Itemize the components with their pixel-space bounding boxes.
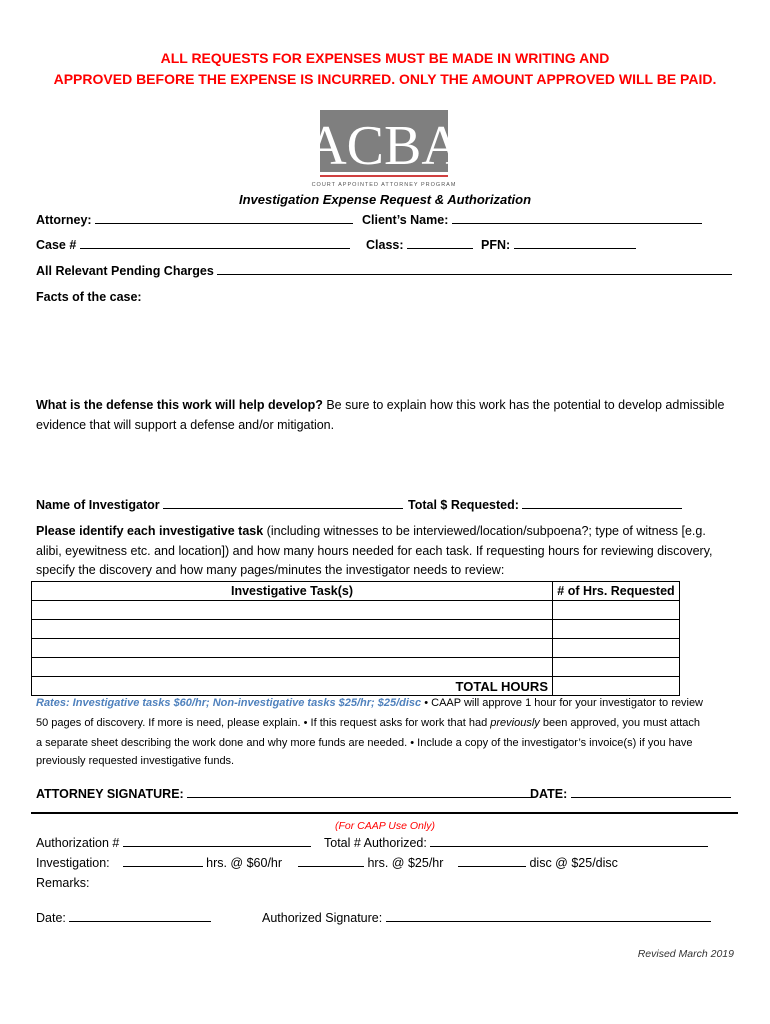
attorney-signature-row [36,786,531,801]
hours-cell[interactable] [553,620,680,639]
case-row [36,237,350,252]
warning-line-1: ALL REQUESTS FOR EXPENSES MUST BE MADE IN WRITING AND [160,50,610,66]
task-cell[interactable] [32,620,553,639]
authorization-field[interactable] [123,835,311,847]
caap-divider [31,812,738,814]
charges-label: All Relevant Pending Charges [36,264,214,278]
facts-label: Facts of the case: [36,290,142,304]
total-authorized-label: Total # Authorized: [324,836,427,850]
client-row [362,212,702,227]
rates-line-2c: been approved, you must attach [539,717,701,729]
identify-bold: Please identify each investigative task [36,524,264,538]
form-title: Investigation Expense Request & Authorization [238,192,532,207]
caap-date-label: Date: [36,911,66,925]
total-hours-row [32,677,680,696]
hours-25-field[interactable] [298,855,364,867]
signature-date-row [530,786,731,801]
header-hours: # of Hrs. Requested [553,582,680,601]
signature-date-label: DATE: [530,787,568,801]
task-cell[interactable] [32,601,553,620]
warning-line-2: APPROVED BEFORE THE EXPENSE IS INCURRED. ONLY THE AMOUNT APPROVED WILL BE PAID. [53,71,717,87]
defense-text-1: Be sure to explain how this work has the potential to develop admissible [322,398,725,412]
rates-previously: previously [490,717,540,729]
investigator-label: Name of Investigator [36,498,160,512]
class-label: Class: [366,238,404,252]
client-name-label: Client’s Name: [362,213,449,227]
total-authorized-field[interactable] [430,835,708,847]
defense-line-1 [36,398,724,412]
attorney-field[interactable] [95,212,353,224]
class-field[interactable] [407,237,473,249]
investigation-row [36,855,282,870]
rates-line-1 [36,697,703,709]
acba-logo [306,110,462,188]
attorney-label: Attorney: [36,213,92,227]
investigation-label: Investigation: [36,856,110,870]
defense-field[interactable] [36,436,736,491]
case-number-field[interactable] [80,237,350,249]
identify-text-1: (including witnesses to be interviewed/location/subpoena?; type of witness [e.g. [263,524,706,538]
remarks-field[interactable] [95,876,735,898]
total-hours-cell[interactable] [553,677,680,696]
identify-text-3: specify the discovery and how many pages/minutes the investigator needs to review: [36,563,505,577]
rate-25-row [298,855,443,870]
investigator-row [36,497,403,512]
rate-25-label: hrs. @ $25/hr [367,856,444,870]
table-row [32,601,680,620]
attorney-signature-label: ATTORNEY SIGNATURE: [36,787,184,801]
rate-disc-row [458,855,618,870]
rate-disc-label: disc @ $25/disc [529,856,618,870]
disc-field[interactable] [458,855,526,867]
investigative-tasks-table [31,581,680,696]
authorized-signature-field[interactable] [386,910,711,922]
case-number-label: Case # [36,238,77,252]
charges-field[interactable] [217,263,732,275]
total-hours-label: TOTAL HOURS [32,677,553,696]
remarks-label: Remarks: [36,876,90,890]
investigator-field[interactable] [163,497,403,509]
rates-line-2a: 50 pages of discovery. If more is need, please explain. • If this request asks for work that had [36,717,491,729]
authorization-row [36,835,311,850]
class-row [366,237,473,252]
hours-cell[interactable] [553,658,680,677]
logo-text: ACBA [306,115,462,177]
authorized-signature-label: Authorized Signature: [262,911,383,925]
authorization-label: Authorization # [36,836,120,850]
charges-row [36,263,732,278]
identify-text-2: alibi, eyewitness etc. and location]) and how many hours needed for each task. If requesting hours for reviewing discovery, [36,544,713,558]
rate-60-label: hrs. @ $60/hr [206,856,283,870]
total-requested-field[interactable] [522,497,682,509]
task-cell[interactable] [32,658,553,677]
table-header-row [32,582,680,601]
logo-subtitle: COURT APPOINTED ATTORNEY PROGRAM [311,182,457,188]
caap-date-row [36,910,211,925]
header-tasks: Investigative Task(s) [32,582,553,601]
pfn-row [481,237,636,252]
hours-60-field[interactable] [123,855,203,867]
rates-line-2 [36,717,700,729]
signature-date-field[interactable] [571,786,731,798]
pfn-field[interactable] [514,237,636,249]
pfn-label: PFN: [481,238,511,252]
client-name-field[interactable] [452,212,702,224]
caap-use-note: (For CAAP Use Only) [335,820,435,832]
hours-cell[interactable] [553,601,680,620]
revised-date: Revised March 2019 [637,948,734,960]
rates-line-4: previously requested investigative funds. [36,755,235,767]
facts-field[interactable] [36,308,736,388]
table-row [32,620,680,639]
table-row [32,639,680,658]
attorney-signature-field[interactable] [187,786,531,798]
rates-line-3: a separate sheet describing the work done and why more funds are needed. • Include a copy of the investigator’s invoice(s) if you have [36,737,693,749]
total-requested-label: Total $ Requested: [408,498,519,512]
attorney-row [36,212,353,227]
task-cell[interactable] [32,639,553,658]
total-authorized-row [324,835,708,850]
rates-text: Rates: Investigative tasks $60/hr; Non-investigative tasks $25/hr; $25/disc [36,697,422,709]
hours-cell[interactable] [553,639,680,658]
table-row [32,658,680,677]
identify-line-1 [36,524,706,538]
authorized-signature-row [262,910,711,925]
defense-text-2: evidence that will support a defense and/or mitigation. [36,418,335,432]
rates-cont: • CAAP will approve 1 hour for your investigator to review [421,697,704,709]
caap-date-field[interactable] [69,910,211,922]
total-requested-row [408,497,682,512]
defense-question: What is the defense this work will help develop? [36,398,323,412]
